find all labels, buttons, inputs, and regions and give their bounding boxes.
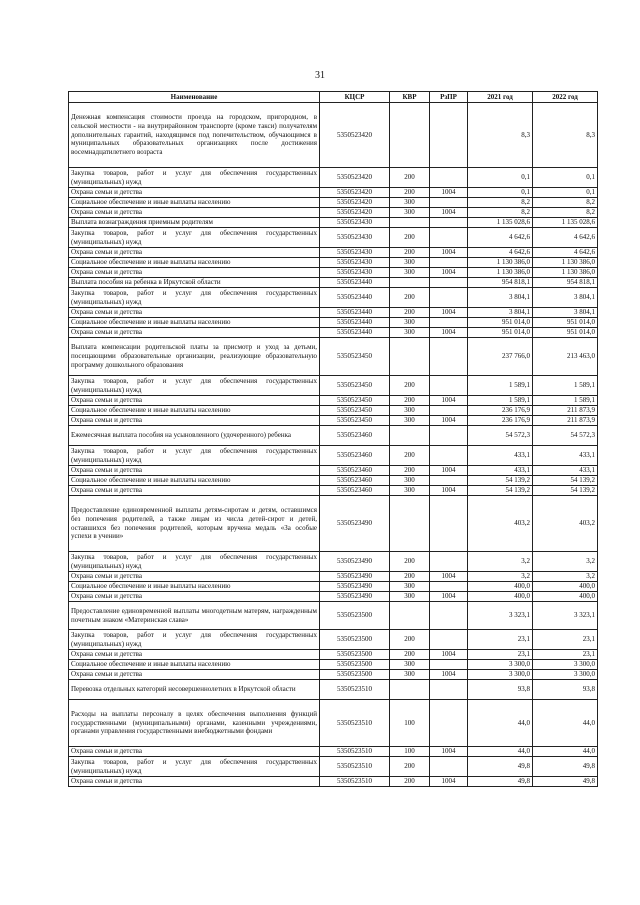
table-row bbox=[69, 486, 598, 496]
row-name: Охрана семьи и детства bbox=[69, 308, 320, 318]
row-value-2021: 3,2 bbox=[468, 552, 533, 572]
row-value-2022: 433,1 bbox=[533, 466, 598, 476]
table-row bbox=[69, 757, 598, 777]
row-name: Закупка товаров, работ и услуг для обеспечения государственных (муниципальных) нужд bbox=[69, 630, 320, 650]
row-value-2022: 951 014,0 bbox=[533, 328, 598, 338]
table-row bbox=[69, 328, 598, 338]
row-value-2022: 49,8 bbox=[533, 757, 598, 777]
row-kcsr: 5350523440 bbox=[320, 318, 390, 328]
row-value-2022: 1 589,1 bbox=[533, 376, 598, 396]
row-value-2021: 1 589,1 bbox=[468, 396, 533, 406]
row-name: Охрана семьи и детства bbox=[69, 208, 320, 218]
row-value-2022: 213 463,0 bbox=[533, 338, 598, 376]
row-kvr bbox=[390, 426, 430, 446]
row-value-2021: 54 139,2 bbox=[468, 476, 533, 486]
row-rzpr: 1004 bbox=[430, 248, 468, 258]
row-kvr: 200 bbox=[390, 650, 430, 660]
row-value-2021: 0,1 bbox=[468, 188, 533, 198]
row-kcsr: 5350523490 bbox=[320, 572, 390, 582]
row-rzpr: 1004 bbox=[430, 486, 468, 496]
row-name: Закупка товаров, работ и услуг для обеспечения государственных (муниципальных) нужд bbox=[69, 552, 320, 572]
row-rzpr bbox=[430, 476, 468, 486]
row-value-2022: 54 139,2 bbox=[533, 476, 598, 486]
row-rzpr bbox=[430, 406, 468, 416]
row-kvr: 100 bbox=[390, 700, 430, 747]
table-body bbox=[69, 103, 598, 787]
table-row bbox=[69, 248, 598, 258]
row-name: Выплата пособия на ребенка в Иркутской области bbox=[69, 278, 320, 288]
row-name: Перевозка отдельных категорий несовершеннолетних в Иркутской области bbox=[69, 680, 320, 700]
row-rzpr bbox=[430, 218, 468, 228]
row-kcsr: 5350523500 bbox=[320, 650, 390, 660]
table-header-row bbox=[69, 92, 598, 103]
row-kcsr: 5350523510 bbox=[320, 700, 390, 747]
row-kcsr: 5350523500 bbox=[320, 602, 390, 630]
row-rzpr bbox=[430, 258, 468, 268]
table-row bbox=[69, 308, 598, 318]
row-value-2022: 44,0 bbox=[533, 700, 598, 747]
row-rzpr: 1004 bbox=[430, 747, 468, 757]
row-name: Охрана семьи и детства bbox=[69, 466, 320, 476]
table-row bbox=[69, 777, 598, 787]
row-kcsr: 5350523500 bbox=[320, 670, 390, 680]
header-name: Наименование bbox=[69, 92, 320, 103]
table-row bbox=[69, 278, 598, 288]
row-value-2022: 433,1 bbox=[533, 446, 598, 466]
row-kvr bbox=[390, 103, 430, 168]
row-value-2021: 49,8 bbox=[468, 777, 533, 787]
row-value-2021: 0,1 bbox=[468, 168, 533, 188]
row-kcsr: 5350523420 bbox=[320, 208, 390, 218]
row-value-2022: 44,0 bbox=[533, 747, 598, 757]
row-name: Закупка товаров, работ и услуг для обеспечения государственных (муниципальных) нужд bbox=[69, 376, 320, 396]
table-row bbox=[69, 258, 598, 268]
row-kcsr: 5350523500 bbox=[320, 630, 390, 650]
row-value-2021: 3 300,0 bbox=[468, 660, 533, 670]
table-row bbox=[69, 318, 598, 328]
header-2021: 2021 год bbox=[468, 92, 533, 103]
row-kcsr: 5350523420 bbox=[320, 168, 390, 188]
table-row bbox=[69, 630, 598, 650]
row-rzpr bbox=[430, 757, 468, 777]
row-rzpr bbox=[430, 198, 468, 208]
row-kcsr: 5350523450 bbox=[320, 396, 390, 406]
table-row bbox=[69, 650, 598, 660]
row-rzpr: 1004 bbox=[430, 268, 468, 278]
row-kcsr: 5350523460 bbox=[320, 446, 390, 466]
row-value-2021: 236 176,9 bbox=[468, 416, 533, 426]
row-kvr: 200 bbox=[390, 248, 430, 258]
row-rzpr: 1004 bbox=[430, 328, 468, 338]
row-value-2022: 4 642,6 bbox=[533, 248, 598, 258]
row-kcsr: 5350523510 bbox=[320, 757, 390, 777]
row-value-2021: 23,1 bbox=[468, 630, 533, 650]
row-kvr: 200 bbox=[390, 630, 430, 650]
budget-table bbox=[68, 91, 598, 787]
row-kcsr: 5350523440 bbox=[320, 288, 390, 308]
table-row bbox=[69, 582, 598, 592]
table-row bbox=[69, 660, 598, 670]
row-value-2021: 23,1 bbox=[468, 650, 533, 660]
row-rzpr bbox=[430, 700, 468, 747]
row-value-2022: 4 642,6 bbox=[533, 228, 598, 248]
row-name: Охрана семьи и детства bbox=[69, 248, 320, 258]
table-row bbox=[69, 416, 598, 426]
row-name: Охрана семьи и детства bbox=[69, 486, 320, 496]
header-rzpr: РзПР bbox=[430, 92, 468, 103]
table-row bbox=[69, 572, 598, 582]
table-row bbox=[69, 670, 598, 680]
row-name: Социальное обеспечение и иные выплаты населению bbox=[69, 406, 320, 416]
row-rzpr bbox=[430, 630, 468, 650]
row-kcsr: 5350523450 bbox=[320, 416, 390, 426]
row-value-2021: 1 589,1 bbox=[468, 376, 533, 396]
row-kvr: 300 bbox=[390, 208, 430, 218]
table-row bbox=[69, 288, 598, 308]
row-name: Закупка товаров, работ и услуг для обеспечения государственных (муниципальных) нужд bbox=[69, 228, 320, 248]
header-kvr: КВР bbox=[390, 92, 430, 103]
header-2022: 2022 год bbox=[533, 92, 598, 103]
table-row bbox=[69, 552, 598, 572]
row-value-2022: 3 323,1 bbox=[533, 602, 598, 630]
row-kcsr: 5350523430 bbox=[320, 218, 390, 228]
row-name: Денежная компенсация стоимости проезда на городском, пригородном, в сельской местности - на внутрирайонном транспорте (кроме такси) получателям дополнительных гарантий, находящимся под попечительством, обучающимся в муниципальных образовательных организациях после достижения восемнадцатилетнего возраста bbox=[69, 103, 320, 168]
row-value-2021: 3 323,1 bbox=[468, 602, 533, 630]
row-name: Выплата компенсации родительской платы за присмотр и уход за детьми, посещающими образовательные организации, реализующие образовательную программу дошкольного образования bbox=[69, 338, 320, 376]
row-value-2022: 0,1 bbox=[533, 168, 598, 188]
row-value-2022: 211 873,9 bbox=[533, 406, 598, 416]
row-kvr: 200 bbox=[390, 376, 430, 396]
row-kvr: 300 bbox=[390, 198, 430, 208]
row-rzpr bbox=[430, 582, 468, 592]
row-kcsr: 5350523510 bbox=[320, 747, 390, 757]
table-row bbox=[69, 188, 598, 198]
row-kvr: 200 bbox=[390, 446, 430, 466]
row-kcsr: 5350523490 bbox=[320, 496, 390, 552]
row-value-2022: 1 130 386,0 bbox=[533, 258, 598, 268]
row-kvr: 200 bbox=[390, 308, 430, 318]
row-rzpr: 1004 bbox=[430, 777, 468, 787]
row-rzpr bbox=[430, 376, 468, 396]
row-value-2022: 400,0 bbox=[533, 592, 598, 602]
row-kcsr: 5350523420 bbox=[320, 188, 390, 198]
row-rzpr bbox=[430, 103, 468, 168]
table-row bbox=[69, 496, 598, 552]
row-value-2021: 1 130 386,0 bbox=[468, 258, 533, 268]
row-value-2022: 1 589,1 bbox=[533, 396, 598, 406]
row-kvr: 200 bbox=[390, 288, 430, 308]
row-name: Выплата вознаграждения приемным родителям bbox=[69, 218, 320, 228]
row-kcsr: 5350523490 bbox=[320, 552, 390, 572]
row-kcsr: 5350523460 bbox=[320, 426, 390, 446]
row-rzpr: 1004 bbox=[430, 592, 468, 602]
row-value-2021: 237 766,0 bbox=[468, 338, 533, 376]
row-kvr bbox=[390, 278, 430, 288]
row-kcsr: 5350523490 bbox=[320, 582, 390, 592]
row-rzpr bbox=[430, 338, 468, 376]
row-kvr bbox=[390, 602, 430, 630]
row-kvr: 300 bbox=[390, 486, 430, 496]
row-value-2021: 4 642,6 bbox=[468, 228, 533, 248]
table-row bbox=[69, 208, 598, 218]
row-name: Охрана семьи и детства bbox=[69, 670, 320, 680]
row-name: Социальное обеспечение и иные выплаты населению bbox=[69, 198, 320, 208]
row-rzpr bbox=[430, 426, 468, 446]
row-kvr: 200 bbox=[390, 396, 430, 406]
row-kvr: 200 bbox=[390, 552, 430, 572]
row-name: Предоставление единовременной выплаты детям-сиротам и детям, оставшимся без попечения родителей, а также лицам из числа детей-сирот и детей, оставшихся без попечения родителей, которым вручена медаль «За особые успехи в учении» bbox=[69, 496, 320, 552]
row-kcsr: 5350523450 bbox=[320, 406, 390, 416]
row-rzpr: 1004 bbox=[430, 396, 468, 406]
row-value-2021: 951 014,0 bbox=[468, 328, 533, 338]
table-row bbox=[69, 168, 598, 188]
page-number: 31 bbox=[315, 70, 325, 81]
row-value-2022: 23,1 bbox=[533, 630, 598, 650]
row-kvr: 100 bbox=[390, 747, 430, 757]
table-row bbox=[69, 700, 598, 747]
row-kcsr: 5350523510 bbox=[320, 777, 390, 787]
row-kcsr: 5350523450 bbox=[320, 338, 390, 376]
row-kvr: 200 bbox=[390, 188, 430, 198]
row-value-2022: 49,8 bbox=[533, 777, 598, 787]
row-value-2022: 93,8 bbox=[533, 680, 598, 700]
row-kcsr: 5350523490 bbox=[320, 592, 390, 602]
row-rzpr: 1004 bbox=[430, 188, 468, 198]
row-value-2021: 8,2 bbox=[468, 198, 533, 208]
row-rzpr: 1004 bbox=[430, 650, 468, 660]
row-kvr: 300 bbox=[390, 406, 430, 416]
row-value-2021: 400,0 bbox=[468, 582, 533, 592]
row-value-2021: 3,2 bbox=[468, 572, 533, 582]
row-value-2021: 951 014,0 bbox=[468, 318, 533, 328]
table-row bbox=[69, 228, 598, 248]
row-kvr: 300 bbox=[390, 582, 430, 592]
row-rzpr bbox=[430, 680, 468, 700]
table-row bbox=[69, 680, 598, 700]
row-value-2022: 211 873,9 bbox=[533, 416, 598, 426]
row-value-2022: 3 804,1 bbox=[533, 288, 598, 308]
row-rzpr bbox=[430, 602, 468, 630]
row-kvr bbox=[390, 218, 430, 228]
row-kvr bbox=[390, 496, 430, 552]
row-name: Охрана семьи и детства bbox=[69, 592, 320, 602]
row-value-2022: 400,0 bbox=[533, 582, 598, 592]
row-kvr: 200 bbox=[390, 228, 430, 248]
row-kcsr: 5350523460 bbox=[320, 476, 390, 486]
row-rzpr bbox=[430, 446, 468, 466]
row-value-2022: 3,2 bbox=[533, 572, 598, 582]
table-row bbox=[69, 592, 598, 602]
row-value-2022: 3 300,0 bbox=[533, 660, 598, 670]
row-name: Охрана семьи и детства bbox=[69, 396, 320, 406]
table-row bbox=[69, 476, 598, 486]
row-value-2021: 44,0 bbox=[468, 700, 533, 747]
row-name: Предоставление единовременной выплаты многодетным матерям, награжденным почетным знаком «Материнская слава» bbox=[69, 602, 320, 630]
row-value-2022: 54 572,3 bbox=[533, 426, 598, 446]
row-rzpr bbox=[430, 552, 468, 572]
row-value-2021: 44,0 bbox=[468, 747, 533, 757]
row-value-2021: 236 176,9 bbox=[468, 406, 533, 416]
table-row bbox=[69, 747, 598, 757]
row-kvr: 300 bbox=[390, 660, 430, 670]
row-name: Охрана семьи и детства bbox=[69, 328, 320, 338]
row-kcsr: 5350523440 bbox=[320, 308, 390, 318]
row-kcsr: 5350523430 bbox=[320, 248, 390, 258]
row-value-2022: 3,2 bbox=[533, 552, 598, 572]
row-kvr bbox=[390, 338, 430, 376]
row-name: Социальное обеспечение и иные выплаты населению bbox=[69, 258, 320, 268]
table-row bbox=[69, 602, 598, 630]
table-row bbox=[69, 466, 598, 476]
row-rzpr bbox=[430, 228, 468, 248]
row-rzpr: 1004 bbox=[430, 308, 468, 318]
row-rzpr: 1004 bbox=[430, 670, 468, 680]
row-kvr: 200 bbox=[390, 572, 430, 582]
row-kvr: 300 bbox=[390, 318, 430, 328]
table-row bbox=[69, 268, 598, 278]
row-rzpr bbox=[430, 318, 468, 328]
table-row bbox=[69, 338, 598, 376]
row-name: Охрана семьи и детства bbox=[69, 416, 320, 426]
row-kvr: 300 bbox=[390, 670, 430, 680]
row-kcsr: 5350523440 bbox=[320, 278, 390, 288]
row-name: Охрана семьи и детства bbox=[69, 650, 320, 660]
table-row bbox=[69, 218, 598, 228]
row-kvr: 200 bbox=[390, 777, 430, 787]
row-value-2021: 3 300,0 bbox=[468, 670, 533, 680]
row-name: Закупка товаров, работ и услуг для обеспечения государственных (муниципальных) нужд bbox=[69, 168, 320, 188]
row-name: Социальное обеспечение и иные выплаты населению bbox=[69, 318, 320, 328]
row-value-2021: 3 804,1 bbox=[468, 308, 533, 318]
row-value-2021: 4 642,6 bbox=[468, 248, 533, 258]
row-kcsr: 5350523430 bbox=[320, 258, 390, 268]
row-value-2021: 54 139,2 bbox=[468, 486, 533, 496]
row-name: Социальное обеспечение и иные выплаты населению bbox=[69, 660, 320, 670]
table-row bbox=[69, 396, 598, 406]
row-value-2021: 403,2 bbox=[468, 496, 533, 552]
row-kvr: 300 bbox=[390, 476, 430, 486]
row-value-2021: 3 804,1 bbox=[468, 288, 533, 308]
row-rzpr: 1004 bbox=[430, 466, 468, 476]
table-row bbox=[69, 103, 598, 168]
row-name: Закупка товаров, работ и услуг для обеспечения государственных (муниципальных) нужд bbox=[69, 446, 320, 466]
row-rzpr: 1004 bbox=[430, 572, 468, 582]
row-value-2022: 54 139,2 bbox=[533, 486, 598, 496]
row-name: Охрана семьи и детства bbox=[69, 777, 320, 787]
row-kcsr: 5350523420 bbox=[320, 198, 390, 208]
row-kvr: 300 bbox=[390, 592, 430, 602]
row-value-2022: 954 818,1 bbox=[533, 278, 598, 288]
row-rzpr bbox=[430, 168, 468, 188]
row-kvr: 300 bbox=[390, 328, 430, 338]
row-value-2022: 3 804,1 bbox=[533, 308, 598, 318]
row-value-2022: 8,2 bbox=[533, 198, 598, 208]
row-value-2021: 400,0 bbox=[468, 592, 533, 602]
table-row bbox=[69, 406, 598, 416]
row-value-2022: 951 014,0 bbox=[533, 318, 598, 328]
row-name: Социальное обеспечение и иные выплаты населению bbox=[69, 582, 320, 592]
row-name: Закупка товаров, работ и услуг для обеспечения государственных (муниципальных) нужд bbox=[69, 757, 320, 777]
row-value-2022: 8,3 bbox=[533, 103, 598, 168]
row-value-2021: 1 130 386,0 bbox=[468, 268, 533, 278]
row-kcsr: 5350523430 bbox=[320, 268, 390, 278]
row-kvr: 200 bbox=[390, 757, 430, 777]
row-value-2021: 54 572,3 bbox=[468, 426, 533, 446]
table-row bbox=[69, 446, 598, 466]
row-rzpr: 1004 bbox=[430, 416, 468, 426]
row-value-2022: 1 135 028,6 bbox=[533, 218, 598, 228]
row-kcsr: 5350523440 bbox=[320, 328, 390, 338]
row-rzpr bbox=[430, 288, 468, 308]
row-kcsr: 5350523430 bbox=[320, 228, 390, 248]
row-value-2022: 8,2 bbox=[533, 208, 598, 218]
row-kvr: 300 bbox=[390, 268, 430, 278]
row-kvr bbox=[390, 680, 430, 700]
row-value-2021: 49,8 bbox=[468, 757, 533, 777]
row-value-2022: 23,1 bbox=[533, 650, 598, 660]
row-kcsr: 5350523460 bbox=[320, 486, 390, 496]
row-rzpr bbox=[430, 278, 468, 288]
row-name: Ежемесячная выплата пособия на усыновленного (удочеренного) ребенка bbox=[69, 426, 320, 446]
row-name: Социальное обеспечение и иные выплаты населению bbox=[69, 476, 320, 486]
row-name: Расходы на выплаты персоналу в целях обеспечения выполнения функций государственными (муниципальными) органами, казенными учреждениями, органами управления государственными внебюджетными фондами bbox=[69, 700, 320, 747]
row-value-2022: 0,1 bbox=[533, 188, 598, 198]
row-value-2022: 403,2 bbox=[533, 496, 598, 552]
row-rzpr: 1004 bbox=[430, 208, 468, 218]
row-value-2021: 1 135 028,6 bbox=[468, 218, 533, 228]
table-row bbox=[69, 376, 598, 396]
row-kcsr: 5350523420 bbox=[320, 103, 390, 168]
row-value-2022: 1 130 386,0 bbox=[533, 268, 598, 278]
table-row bbox=[69, 426, 598, 446]
row-value-2021: 954 818,1 bbox=[468, 278, 533, 288]
row-kcsr: 5350523460 bbox=[320, 466, 390, 476]
row-name: Охрана семьи и детства bbox=[69, 268, 320, 278]
row-name: Охрана семьи и детства bbox=[69, 747, 320, 757]
row-kvr: 200 bbox=[390, 466, 430, 476]
row-name: Охрана семьи и детства bbox=[69, 188, 320, 198]
row-kcsr: 5350523510 bbox=[320, 680, 390, 700]
row-kcsr: 5350523500 bbox=[320, 660, 390, 670]
row-name: Закупка товаров, работ и услуг для обеспечения государственных (муниципальных) нужд bbox=[69, 288, 320, 308]
row-rzpr bbox=[430, 496, 468, 552]
row-value-2021: 433,1 bbox=[468, 466, 533, 476]
row-value-2021: 93,8 bbox=[468, 680, 533, 700]
row-kvr: 300 bbox=[390, 258, 430, 268]
table-row bbox=[69, 198, 598, 208]
row-kvr: 200 bbox=[390, 168, 430, 188]
row-kcsr: 5350523450 bbox=[320, 376, 390, 396]
row-value-2021: 8,2 bbox=[468, 208, 533, 218]
row-kvr: 300 bbox=[390, 416, 430, 426]
row-name: Охрана семьи и детства bbox=[69, 572, 320, 582]
row-value-2021: 433,1 bbox=[468, 446, 533, 466]
header-kcsr: КЦСР bbox=[320, 92, 390, 103]
row-value-2021: 8,3 bbox=[468, 103, 533, 168]
row-value-2022: 3 300,0 bbox=[533, 670, 598, 680]
row-rzpr bbox=[430, 660, 468, 670]
